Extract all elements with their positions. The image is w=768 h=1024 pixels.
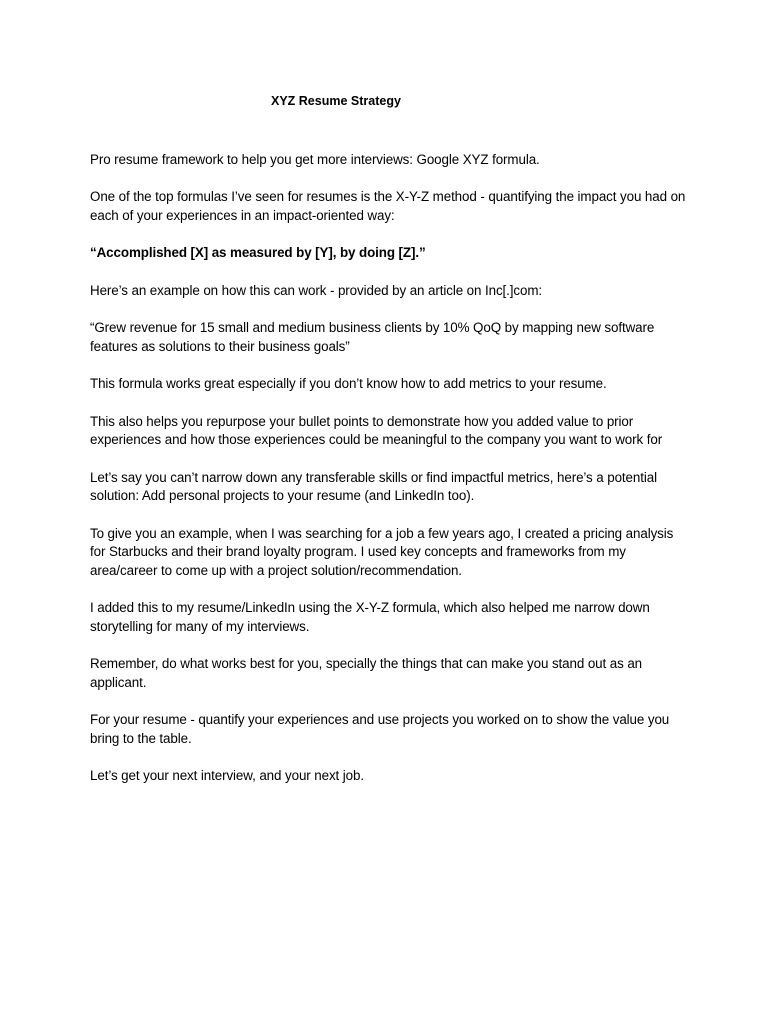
paragraph-closing: Let’s get your next interview, and your next job.	[90, 768, 364, 784]
paragraph-metrics: This formula works great especially if you don’t know how to add metrics to your resume.	[90, 376, 607, 392]
paragraph-intro: Pro resume framework to help you get more interviews: Google XYZ formula.	[90, 152, 540, 167]
paragraph-quantify: For your resume - quantify your experiences and use projects you worked on to show the value you bring to the table.	[90, 712, 670, 746]
paragraph-stand-out: Remember, do what works best for you, specially the things that can make you stand out as an applicant.	[90, 656, 643, 690]
paragraph-personal-projects: Let’s say you can’t narrow down any transferable skills or find impactful metrics, here’s a potential solution: Add personal projects to your resume (and LinkedIn too).	[90, 469, 657, 504]
paragraph-xyz-method: One of the top formulas I’ve seen for resumes is the X-Y-Z method - quantifying the impact you had on each of your experiences in an impact-oriented way:	[90, 189, 686, 223]
paragraph-example-quote: “Grew revenue for 15 small and medium business clients by 10% QoQ by mapping new software features as solutions to their business goals”	[90, 320, 655, 354]
paragraph-example-intro: Here’s an example on how this can work - provided by an article on Inc[.]com:	[90, 282, 543, 298]
paragraph-formula-quote: “Accomplished [X] as measured by [Y], by doing [Z].”	[90, 245, 426, 261]
paragraph-repurpose: This also helps you repurpose your bullet points to demonstrate how you added value to prior experiences and how those experiences could be meaningful to the company you want to work for	[90, 413, 663, 448]
paragraph-storytelling: I added this to my resume/LinkedIn using the X-Y-Z formula, which also helped me narrow down storytelling for many of my interviews.	[90, 600, 650, 634]
document-body	[90, 151, 686, 804]
paragraph-starbucks-example: To give you an example, when I was searching for a job a few years ago, I created a pricing analysis for Starbucks and their brand loyalty program. I used key concepts and frameworks from my area/career to come up with a project solution/recommendation.	[90, 525, 674, 578]
document-title: XYZ Resume Strategy	[271, 94, 401, 108]
